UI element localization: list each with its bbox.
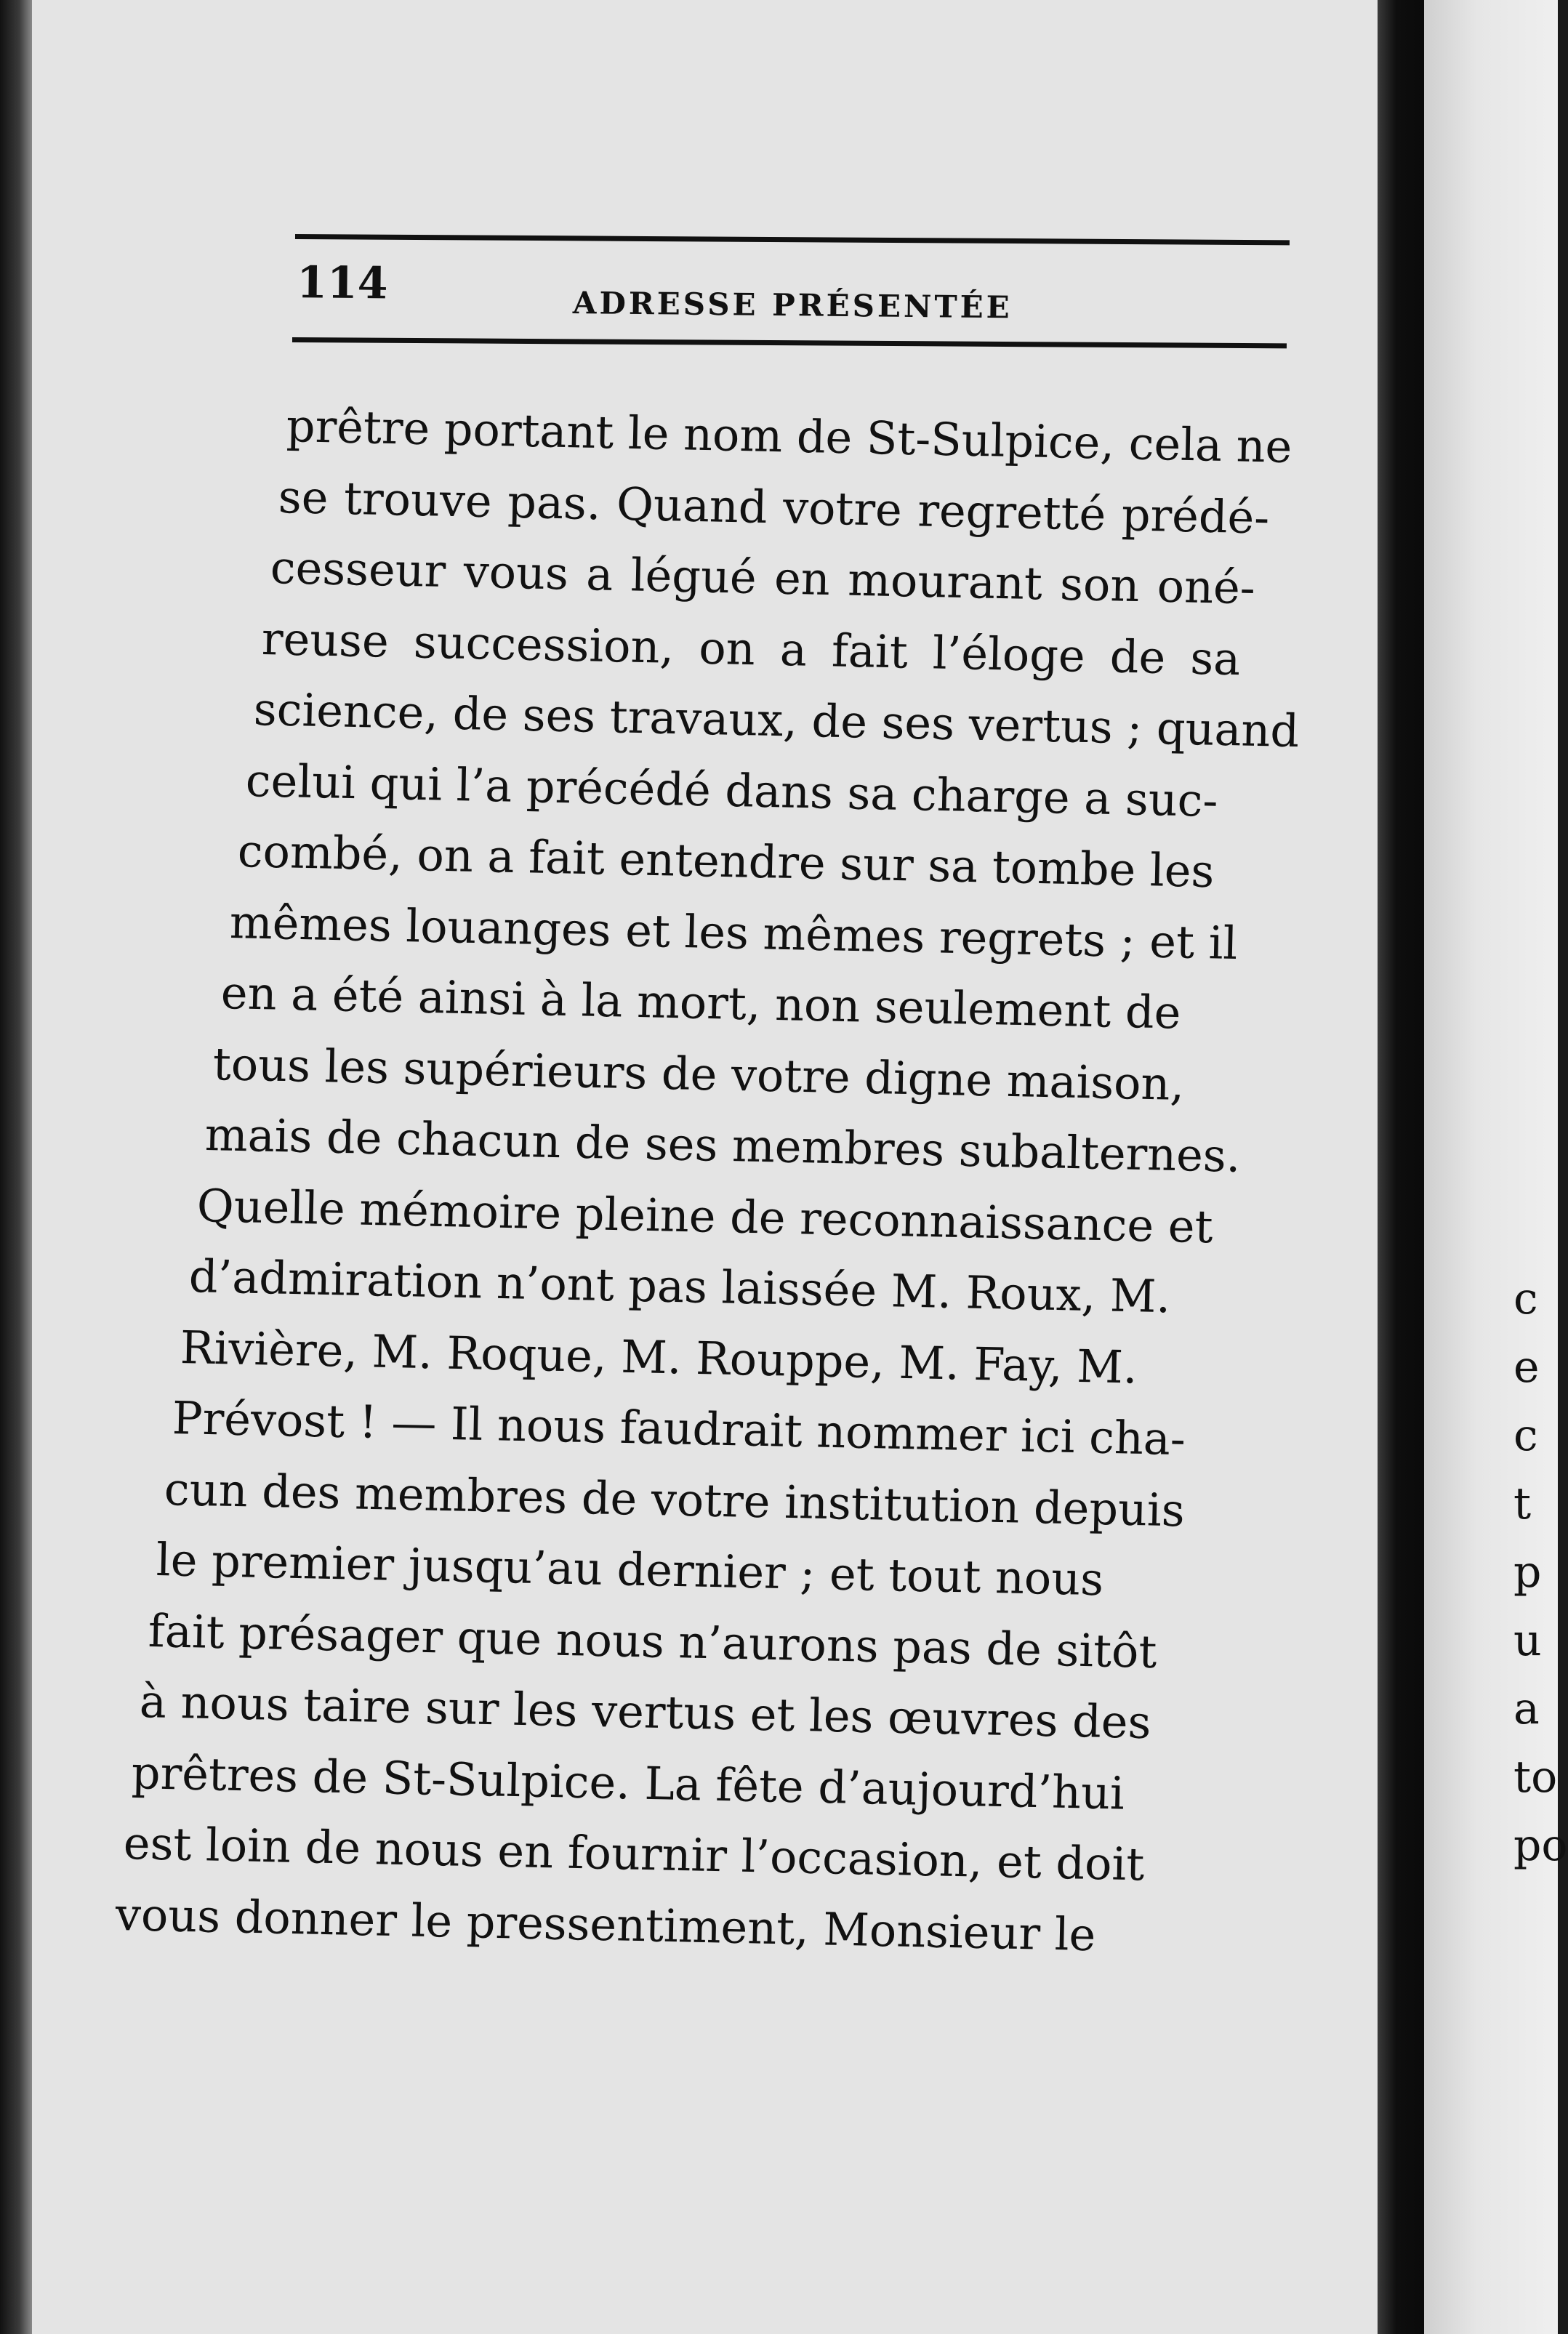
text-line: fait présager que nous n’aurons pas de sitôt: [147, 1603, 1157, 1678]
text-line: d’admiration n’ont pas laissée M. Roux, M.: [188, 1250, 1171, 1324]
facing-page-fragment: p: [1513, 1547, 1542, 1598]
text-line: reuse succession, on a fait l’éloge de sa: [261, 611, 1242, 685]
page-number: 114: [296, 257, 388, 310]
text-line: celui qui l’a précédé dans sa charge a suc-: [245, 753, 1219, 827]
text-line: vous donner le pressentiment, Monsieur le: [115, 1887, 1096, 1961]
facing-page-fragment: e: [1513, 1342, 1540, 1393]
facing-page-fragment: c: [1513, 1410, 1538, 1461]
text-line: mêmes louanges et les mêmes regrets ; et il: [228, 895, 1238, 970]
text-line: Prévost ! — Il nous faudrait nommer ici cha-: [172, 1391, 1186, 1466]
facing-page-fragment: t: [1513, 1478, 1532, 1529]
text-line: science, de ses travaux, de ses vertus ; quand: [253, 683, 1300, 758]
facing-page-fragment: u: [1513, 1615, 1542, 1666]
text-line: prêtres de St-Sulpice. La fête d’aujourd’hui: [131, 1745, 1125, 1820]
text-line: combé, on a fait entendre sur sa tombe les: [237, 824, 1215, 898]
text-line: le premier jusqu’au dernier ; et tout nous: [156, 1533, 1104, 1606]
facing-page-fragment: to: [1513, 1752, 1558, 1803]
facing-page-fragment: a: [1513, 1683, 1540, 1734]
text-line: se trouve pas. Quand votre regretté prédé-: [278, 470, 1270, 544]
text-line: tous les supérieurs de votre digne maison,: [212, 1037, 1186, 1111]
text-line: en a été ainsi à la mort, non seulement de: [220, 966, 1182, 1039]
facing-page-fragment: c: [1513, 1273, 1538, 1324]
running-title: ADRESSE PRÉSENTÉE: [572, 285, 1013, 326]
text-line: Quelle mémoire pleine de reconnaissance et: [196, 1178, 1213, 1253]
text-line: à nous taire sur les vertus et les œuvres des: [139, 1675, 1152, 1750]
text-line: prêtre portant le nom de St-Sulpice, cela ne: [286, 399, 1293, 473]
text-line: cesseur vous a légué en mourant son oné-: [269, 541, 1256, 615]
text-line: cun des membres de votre institution depuis: [164, 1462, 1186, 1537]
text-line: mais de chacun de ses membres subalternes.: [204, 1108, 1242, 1183]
text-line: Rivière, M. Roque, M. Rouppe, M. Fay, M.: [180, 1320, 1138, 1394]
facing-page-fragment: po: [1513, 1820, 1568, 1871]
text-line: est loin de nous en fournir l’occasion, et doit: [123, 1816, 1145, 1891]
